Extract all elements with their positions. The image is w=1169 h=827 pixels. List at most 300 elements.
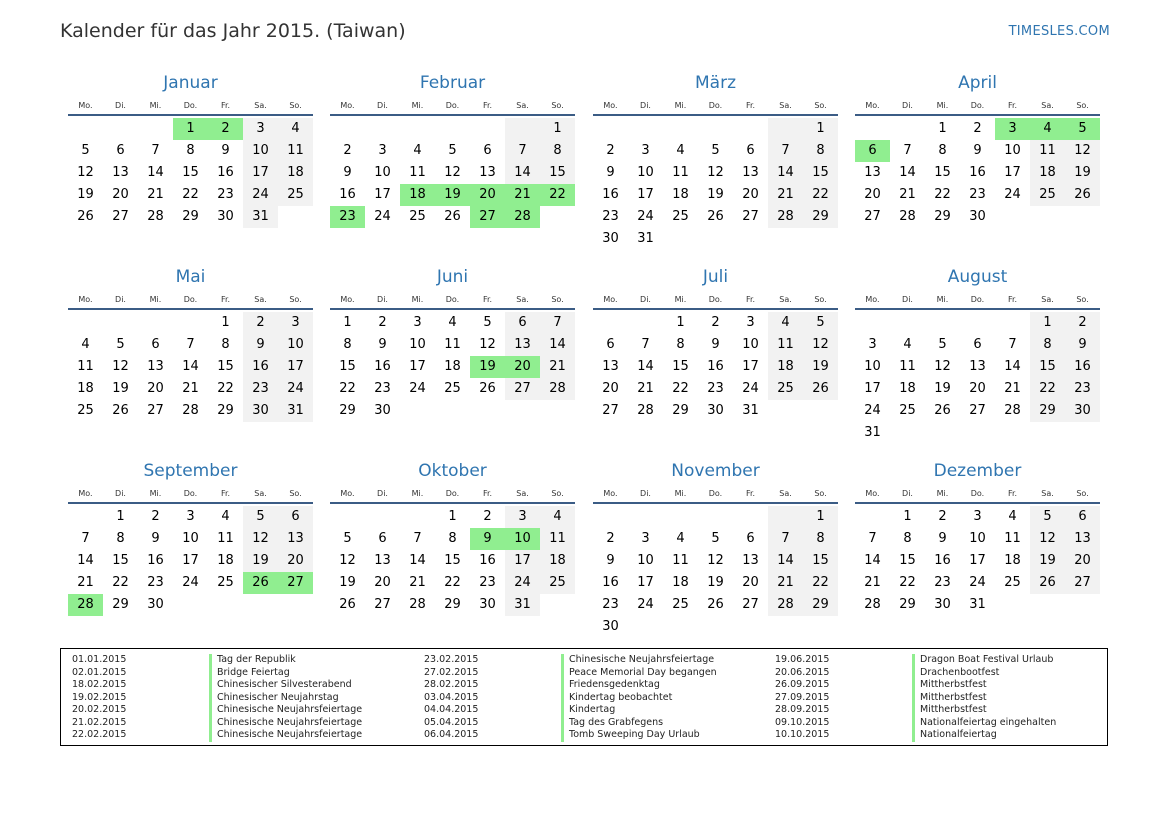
day-cell: 15 [540, 162, 575, 184]
day-cell: 9 [378, 337, 387, 352]
day-cell: 18 [672, 575, 689, 590]
empty-cell [470, 118, 505, 140]
holiday-day: 19 [470, 356, 505, 378]
month-name: September [143, 461, 238, 481]
day-cell: 8 [343, 337, 352, 352]
weekday-label: Sa. [254, 101, 267, 110]
day-cell: 6 [278, 506, 313, 528]
day-cell: 27 [147, 403, 164, 418]
day-cell: 16 [1065, 356, 1100, 378]
weekday-label: So. [551, 295, 564, 304]
legend-date: 18.02.2015 [72, 679, 127, 690]
legend-date: 09.10.2015 [775, 716, 830, 728]
day-cell: 6 [378, 531, 387, 546]
weekday-label: Mo. [78, 489, 93, 498]
legend-column [764, 654, 1056, 742]
day-cell: 8 [221, 337, 230, 352]
day-cell: 14 [77, 553, 94, 568]
legend-holiday-name: Chinesische Neujahrsfeiertage [209, 704, 362, 717]
weekday-label: So. [551, 101, 564, 110]
day-cell: 10 [182, 531, 199, 546]
day-cell: 11 [1004, 531, 1021, 546]
day-cell: 24 [742, 381, 759, 396]
day-cell: 13 [278, 528, 313, 550]
day-cell: 7 [903, 143, 912, 158]
weekday-label: Fr. [1007, 295, 1018, 304]
day-cell: 11 [409, 165, 426, 180]
header-divider [593, 502, 838, 504]
day-cell: 2 [378, 315, 387, 330]
weekday-label: Di. [640, 489, 651, 498]
header-divider [593, 308, 838, 310]
day-cell: 6 [151, 337, 160, 352]
day-cell: 13 [602, 359, 619, 374]
weekday-label: Mo. [603, 489, 618, 498]
day-cell: 8 [803, 528, 838, 550]
day-cell: 8 [903, 531, 912, 546]
day-cell: 4 [768, 312, 803, 334]
day-cell: 11 [672, 165, 689, 180]
holiday-day: 3 [995, 118, 1030, 140]
day-cell: 3 [186, 509, 195, 524]
day-cell: 15 [182, 165, 199, 180]
day-cell: 27 [1065, 572, 1100, 594]
legend-row [61, 717, 362, 730]
weekday-label: So. [1076, 295, 1089, 304]
day-cell: 30 [707, 403, 724, 418]
weekday-label: Do. [708, 101, 723, 110]
legend-holiday-name: Drachenbootfest [912, 667, 999, 680]
holiday-day: 27 [278, 572, 313, 594]
day-cell: 13 [742, 165, 759, 180]
day-cell: 15 [444, 553, 461, 568]
month-name: März [695, 73, 736, 93]
day-cell: 22 [672, 381, 689, 396]
day-cell: 12 [479, 337, 496, 352]
day-cell: 28 [899, 209, 916, 224]
day-cell: 13 [969, 359, 986, 374]
day-cell: 10 [637, 165, 654, 180]
day-cell: 18 [899, 381, 916, 396]
legend-row [764, 704, 1056, 717]
day-cell: 31 [637, 231, 654, 246]
day-cell: 8 [116, 531, 125, 546]
day-cell: 3 [641, 143, 650, 158]
weekday-label: So. [814, 295, 827, 304]
weekday-label: Fr. [482, 295, 493, 304]
day-cell: 23 [217, 187, 234, 202]
legend-holiday-name: Tomb Sweeping Day Urlaub [561, 729, 700, 742]
weekday-label: Mi. [936, 295, 949, 304]
legend-holiday-name: Chinesische Neujahrsfeiertage [561, 654, 714, 667]
day-cell: 22 [339, 381, 356, 396]
day-cell: 2 [1065, 312, 1100, 334]
day-cell: 3 [641, 531, 650, 546]
month-name: Juli [702, 267, 729, 287]
month-dezember [855, 461, 1100, 616]
holiday-legend [60, 648, 1108, 746]
day-cell: 12 [934, 359, 951, 374]
weekday-label: Do. [445, 489, 460, 498]
day-cell: 7 [413, 531, 422, 546]
day-cell: 13 [147, 359, 164, 374]
day-cell: 27 [374, 597, 391, 612]
legend-date: 23.02.2015 [424, 654, 479, 665]
day-cell: 9 [343, 165, 352, 180]
day-cell: 13 [112, 165, 129, 180]
day-cell: 12 [707, 553, 724, 568]
empty-cell [593, 118, 628, 140]
day-cell: 9 [711, 337, 720, 352]
day-cell: 10 [969, 531, 986, 546]
day-cell: 6 [116, 143, 125, 158]
day-cell: 23 [602, 209, 619, 224]
weekday-label: Do. [970, 295, 985, 304]
day-cell: 4 [448, 315, 457, 330]
day-cell: 17 [742, 359, 759, 374]
legend-holiday-name: Tag der Republik [209, 654, 296, 667]
weekday-label: Sa. [516, 295, 529, 304]
holiday-day: 1 [173, 118, 208, 140]
day-cell: 17 [409, 359, 426, 374]
day-cell: 5 [938, 337, 947, 352]
empty-cell [855, 118, 890, 140]
legend-row [764, 654, 1056, 667]
header-divider [855, 114, 1100, 116]
day-cell: 3 [243, 118, 278, 140]
weekday-label: Fr. [745, 101, 756, 110]
day-cell: 21 [768, 184, 803, 206]
empty-cell [365, 118, 400, 140]
day-grid [330, 312, 575, 422]
day-cell: 27 [969, 403, 986, 418]
empty-cell [628, 506, 663, 528]
day-grid [68, 506, 313, 616]
day-cell: 17 [637, 187, 654, 202]
day-cell: 10 [374, 165, 391, 180]
holiday-day: 27 [470, 206, 505, 228]
weekday-label: Mo. [603, 101, 618, 110]
day-cell: 1 [116, 509, 125, 524]
holiday-day: 22 [540, 184, 575, 206]
empty-cell [103, 118, 138, 140]
day-cell: 9 [1065, 334, 1100, 356]
day-cell: 24 [969, 575, 986, 590]
day-cell: 25 [672, 597, 689, 612]
day-cell: 22 [803, 572, 838, 594]
day-cell: 14 [540, 334, 575, 356]
weekday-label: Di. [902, 101, 913, 110]
weekday-label: Fr. [745, 295, 756, 304]
weekday-label: Di. [377, 489, 388, 498]
empty-cell [768, 118, 803, 140]
day-cell: 25 [77, 403, 94, 418]
weekday-label: Fr. [1007, 101, 1018, 110]
day-cell: 27 [602, 403, 619, 418]
day-cell: 22 [803, 184, 838, 206]
day-cell: 5 [81, 143, 90, 158]
day-cell: 27 [742, 597, 759, 612]
header-divider [68, 502, 313, 504]
legend-date: 03.04.2015 [424, 691, 479, 703]
holiday-day: 23 [330, 206, 365, 228]
day-cell: 7 [186, 337, 195, 352]
day-cell: 3 [413, 315, 422, 330]
day-cell: 24 [864, 403, 881, 418]
day-cell: 9 [938, 531, 947, 546]
day-cell: 21 [637, 381, 654, 396]
day-cell: 12 [1030, 528, 1065, 550]
day-cell: 26 [1030, 572, 1065, 594]
weekday-header [68, 97, 313, 114]
day-cell: 24 [637, 209, 654, 224]
empty-cell [68, 312, 103, 334]
holiday-day: 9 [470, 528, 505, 550]
day-cell: 21 [77, 575, 94, 590]
day-cell: 15 [112, 553, 129, 568]
day-cell: 5 [343, 531, 352, 546]
day-cell: 13 [505, 334, 540, 356]
weekday-label: Sa. [254, 489, 267, 498]
legend-row [61, 692, 362, 705]
day-cell: 3 [378, 143, 387, 158]
day-cell: 27 [112, 209, 129, 224]
holiday-day: 20 [505, 356, 540, 378]
day-cell: 7 [81, 531, 90, 546]
month-name: Dezember [933, 461, 1022, 481]
day-cell: 22 [217, 381, 234, 396]
day-cell: 1 [803, 118, 838, 140]
weekday-header [68, 485, 313, 502]
weekday-label: Mi. [674, 295, 687, 304]
weekday-label: Sa. [1041, 101, 1054, 110]
day-cell: 25 [1004, 575, 1021, 590]
day-grid [855, 506, 1100, 616]
legend-date: 27.02.2015 [424, 666, 479, 678]
day-cell: 15 [217, 359, 234, 374]
day-cell: 30 [217, 209, 234, 224]
day-cell: 8 [448, 531, 457, 546]
legend-row [413, 692, 717, 705]
day-cell: 30 [479, 597, 496, 612]
day-cell: 21 [1004, 381, 1021, 396]
empty-cell [995, 312, 1030, 334]
empty-cell [400, 506, 435, 528]
day-cell: 20 [969, 381, 986, 396]
day-cell: 23 [374, 381, 391, 396]
weekday-label: Fr. [220, 295, 231, 304]
weekday-label: Di. [640, 101, 651, 110]
empty-cell [330, 506, 365, 528]
day-cell: 28 [1004, 403, 1021, 418]
legend-date: 28.02.2015 [424, 679, 479, 690]
day-cell: 6 [505, 312, 540, 334]
empty-cell [628, 118, 663, 140]
day-cell: 30 [1065, 400, 1100, 422]
day-cell: 11 [768, 334, 803, 356]
legend-date: 27.09.2015 [775, 691, 830, 703]
empty-cell [855, 312, 890, 334]
day-cell: 5 [448, 143, 457, 158]
weekday-label: Mi. [936, 101, 949, 110]
legend-holiday-name: Kindertag beobachtet [561, 692, 672, 705]
legend-holiday-name: Nationalfeiertag eingehalten [912, 717, 1056, 730]
month-name: November [671, 461, 760, 481]
day-cell: 19 [707, 575, 724, 590]
day-cell: 23 [1065, 378, 1100, 400]
legend-holiday-name: Kindertag [561, 704, 615, 717]
day-cell: 21 [768, 572, 803, 594]
day-cell: 5 [243, 506, 278, 528]
day-cell: 7 [768, 140, 803, 162]
month-name: August [947, 267, 1008, 287]
weekday-label: Di. [115, 101, 126, 110]
day-cell: 10 [243, 140, 278, 162]
weekday-label: So. [814, 489, 827, 498]
legend-date: 10.10.2015 [775, 729, 830, 740]
legend-date: 06.04.2015 [424, 729, 479, 740]
day-cell: 25 [444, 381, 461, 396]
weekday-label: So. [289, 101, 302, 110]
legend-date: 21.02.2015 [72, 716, 127, 728]
day-cell: 25 [768, 378, 803, 400]
brand-link[interactable]: TIMESLES.COM [1008, 24, 1110, 39]
day-cell: 28 [540, 378, 575, 400]
day-cell: 24 [637, 597, 654, 612]
weekday-label: Do. [445, 101, 460, 110]
legend-holiday-name: Chinesischer Neujahrstag [209, 692, 339, 705]
day-cell: 27 [864, 209, 881, 224]
day-cell: 1 [803, 506, 838, 528]
day-cell: 5 [711, 143, 720, 158]
month-name: Oktober [418, 461, 487, 481]
day-cell: 9 [606, 165, 615, 180]
header-divider [855, 308, 1100, 310]
day-cell: 24 [182, 575, 199, 590]
day-cell: 4 [413, 143, 422, 158]
weekday-label: Fr. [220, 489, 231, 498]
day-cell: 12 [77, 165, 94, 180]
legend-row [413, 729, 717, 742]
header-divider [68, 308, 313, 310]
legend-row [413, 679, 717, 692]
day-cell: 29 [934, 209, 951, 224]
header-divider [68, 114, 313, 116]
day-cell: 18 [444, 359, 461, 374]
day-grid [330, 118, 575, 228]
day-cell: 31 [505, 594, 540, 616]
weekday-label: Sa. [1041, 489, 1054, 498]
empty-cell [103, 312, 138, 334]
day-cell: 5 [711, 531, 720, 546]
day-cell: 2 [973, 121, 982, 136]
day-cell: 29 [803, 594, 838, 616]
day-cell: 6 [746, 143, 755, 158]
day-cell: 4 [676, 531, 685, 546]
day-cell: 23 [479, 575, 496, 590]
day-cell: 26 [112, 403, 129, 418]
weekday-label: Fr. [482, 101, 493, 110]
weekday-label: Do. [183, 101, 198, 110]
day-cell: 29 [672, 403, 689, 418]
weekday-label: So. [814, 101, 827, 110]
day-cell: 23 [969, 187, 986, 202]
day-cell: 4 [81, 337, 90, 352]
day-cell: 18 [672, 187, 689, 202]
day-cell: 5 [1030, 506, 1065, 528]
weekday-label: Do. [183, 489, 198, 498]
day-cell: 28 [768, 206, 803, 228]
legend-row [764, 729, 1056, 742]
weekday-label: Mo. [340, 295, 355, 304]
legend-row [61, 667, 362, 680]
day-cell: 1 [1030, 312, 1065, 334]
day-cell: 28 [768, 594, 803, 616]
day-cell: 7 [768, 528, 803, 550]
weekday-label: Di. [902, 489, 913, 498]
day-cell: 15 [803, 162, 838, 184]
empty-cell [593, 506, 628, 528]
day-cell: 3 [278, 312, 313, 334]
day-cell: 20 [374, 575, 391, 590]
day-cell: 13 [1065, 528, 1100, 550]
day-cell: 24 [278, 378, 313, 400]
day-cell: 28 [182, 403, 199, 418]
day-cell: 28 [409, 597, 426, 612]
day-cell: 10 [1004, 143, 1021, 158]
day-cell: 16 [374, 359, 391, 374]
day-cell: 12 [444, 165, 461, 180]
day-cell: 15 [899, 553, 916, 568]
day-cell: 6 [1065, 506, 1100, 528]
empty-cell [733, 118, 768, 140]
day-cell: 30 [243, 400, 278, 422]
weekday-label: Do. [445, 295, 460, 304]
month-april [855, 73, 1100, 228]
day-cell: 11 [540, 528, 575, 550]
weekday-label: Fr. [1007, 489, 1018, 498]
weekday-label: Di. [902, 295, 913, 304]
weekday-label: Fr. [482, 489, 493, 498]
day-cell: 28 [864, 597, 881, 612]
day-cell: 19 [339, 575, 356, 590]
legend-holiday-name: Peace Memorial Day begangen [561, 667, 717, 680]
day-cell: 13 [864, 165, 881, 180]
day-cell: 5 [803, 312, 838, 334]
day-cell: 23 [707, 381, 724, 396]
day-cell: 17 [864, 381, 881, 396]
day-cell: 3 [973, 509, 982, 524]
day-cell: 1 [448, 509, 457, 524]
day-cell: 18 [768, 356, 803, 378]
empty-cell [663, 506, 698, 528]
legend-holiday-name: Tag des Grabfegens [561, 717, 663, 730]
day-cell: 24 [1004, 187, 1021, 202]
header-divider [593, 114, 838, 116]
day-cell: 25 [409, 209, 426, 224]
day-cell: 1 [903, 509, 912, 524]
day-cell: 16 [243, 356, 278, 378]
month-name: Juni [436, 267, 469, 287]
empty-cell [768, 506, 803, 528]
empty-cell [138, 312, 173, 334]
legend-date: 19.02.2015 [72, 691, 127, 703]
weekday-label: Sa. [254, 295, 267, 304]
day-cell: 24 [505, 572, 540, 594]
weekday-label: Mi. [674, 101, 687, 110]
day-cell: 8 [186, 143, 195, 158]
page-title: Kalender für das Jahr 2015. (Taiwan) [60, 20, 406, 42]
